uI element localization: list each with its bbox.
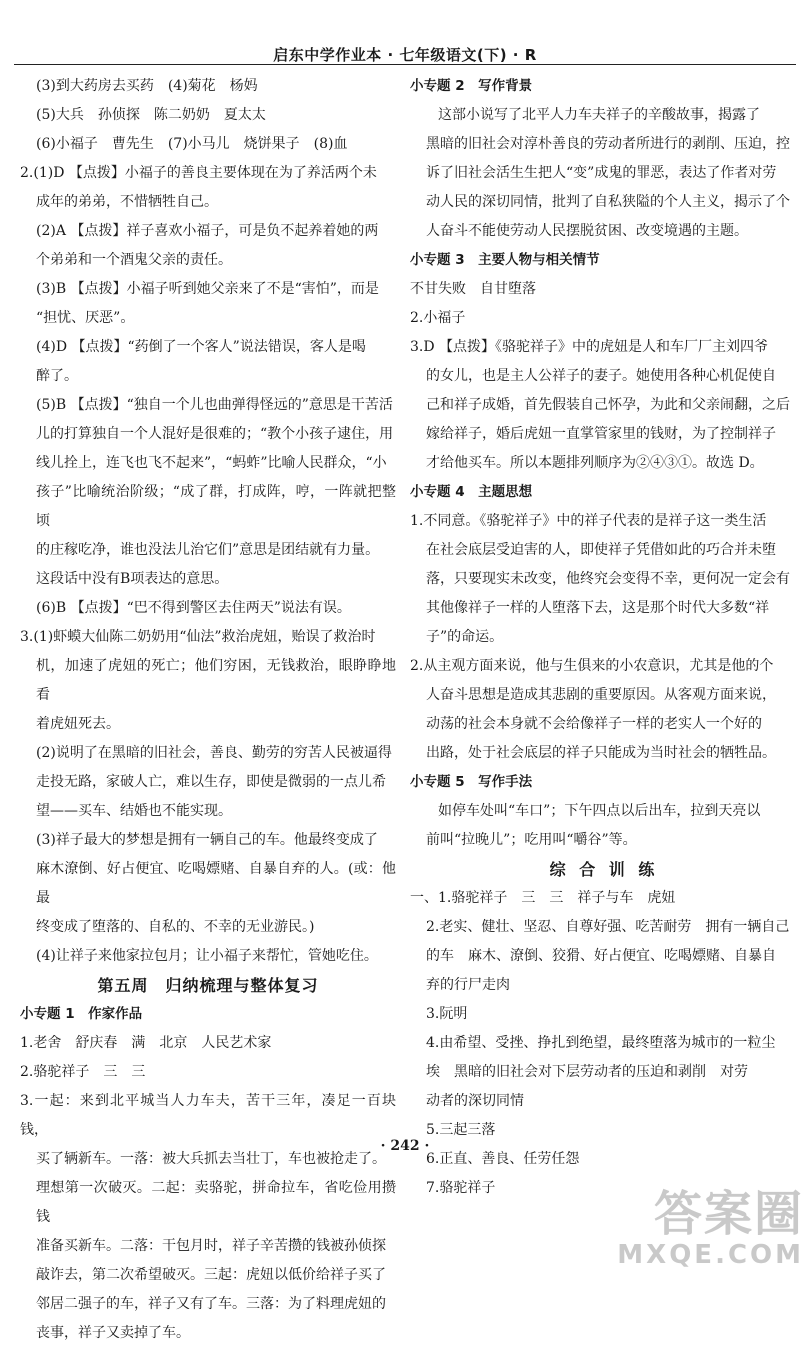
answer-line: 3.(1)虾蟆大仙陈二奶奶用“仙法”救治虎妞，贻误了救治时: [20, 629, 376, 645]
watermark-domain: MXQE.COM: [617, 1240, 804, 1270]
answer-line: 动荡的社会本身就不会给像祥子一样的老实人一个好的: [426, 716, 762, 732]
answer-line: (6)小福子 曹先生 (7)小马儿 烧饼果子 (8)血: [36, 136, 348, 152]
answer-line: 2.小福子: [410, 310, 466, 326]
answer-line: 落，只要现实未改变，他终究会变得不幸，更何况一定会有: [426, 571, 790, 587]
header-title: 启东中学作业本 · 七年级语文(下) · R: [273, 46, 537, 64]
answer-line: 如停车处叫“车口”；下午四点以后出车，拉到天亮以: [438, 803, 761, 819]
answer-line: 埃 黑暗的旧社会对下层劳动者的压迫和剥削 对劳: [426, 1064, 748, 1080]
subtopic-heading: 小专题 1 作家作品: [20, 1006, 143, 1022]
page-header: [0, 0, 810, 66]
answer-line: (5)大兵 孙侦探 陈二奶奶 夏太太: [36, 107, 266, 123]
answer-line: 醉了。: [36, 368, 78, 384]
answer-line: (6)B 【点拨】“巴不得到警区去住两天”说法有误。: [36, 600, 351, 616]
answer-line: 2.骆驼祥子 三 三: [20, 1064, 146, 1080]
answer-line: 的车 麻木、潦倒、狡猾、好占便宜、吃喝嫖赌、自暴自: [426, 948, 776, 964]
answer-line: 人奋斗不能使劳动人民摆脱贫困、改变境遇的主题。: [426, 223, 748, 239]
subtopic-heading: 小专题 5 写作手法: [410, 774, 533, 790]
answer-line: 线儿拴上，连飞也飞不起来”，“蚂蚱”比喻人民群众，“小: [36, 455, 387, 471]
answer-line: 丧事，祥子又卖掉了车。: [36, 1325, 190, 1341]
answer-line: 弃的行尸走肉: [426, 977, 510, 993]
answer-line: 前叫“拉晚儿”；吃用叫“嚼谷”等。: [426, 832, 637, 848]
answer-line: 子”的命运。: [426, 629, 504, 645]
answer-line: 理想第一次破灭。二起：卖骆驼，拼命拉车，省吃俭用攒钱: [36, 1180, 396, 1225]
answer-line: 6.正直、善良、任劳任怨: [426, 1151, 580, 1167]
answer-line: 2.(1)D 【点拨】小福子的善良主要体现在为了养活两个未: [20, 165, 377, 181]
answer-line: 5.三起三落: [426, 1122, 496, 1138]
answer-line: 7.骆驼祥子: [426, 1180, 496, 1196]
subtopic-heading: 小专题 2 写作背景: [410, 78, 533, 94]
answer-line: 个弟弟和一个酒鬼父亲的责任。: [36, 252, 232, 268]
watermark-logo-text: 答案圈: [653, 1186, 804, 1242]
answer-line: 在社会底层受迫害的人，即使祥子凭借如此的巧合并未堕: [426, 542, 776, 558]
answer-line: 走投无路，家破人亡，难以生存，即使是微弱的一点儿希: [36, 774, 386, 790]
answer-line: (4)D 【点拨】“药倒了一个客人”说法错误，客人是喝: [36, 339, 366, 355]
answer-line: 出路，处于社会底层的祥子只能成为当时社会的牺牲品。: [426, 745, 776, 761]
answer-line: 动人民的深切同情，批判了自私狭隘的个人主义，揭示了个: [426, 194, 790, 210]
answer-line: 买了辆新车。一落：被大兵抓去当壮丁，车也被抢走了。: [36, 1151, 386, 1167]
answer-line: (2)说明了在黑暗的旧社会，善良、勤劳的穷苦人民被逼得: [36, 745, 392, 761]
page-number: · 242 ·: [380, 1138, 430, 1154]
answer-line: 的庄稼吃净，谁也没法儿治它们”意思是团结就有力量。: [36, 542, 380, 558]
answer-line: 这部小说写了北平人力车夫祥子的辛酸故事，揭露了: [438, 107, 760, 123]
answer-line: (5)B 【点拨】“独自一个儿也曲弹得怪远的”意思是干苦活: [36, 397, 393, 413]
answer-line: 诉了旧社会活生生把人“变”成鬼的罪恶，表达了作者对劳: [426, 165, 777, 181]
answer-line: 邻居二强子的车，祥子又有了车。三落：为了料理虎妞的: [36, 1296, 386, 1312]
answer-line: 准备买新车。二落：干包月时，祥子辛苦攒的钱被孙侦探: [36, 1238, 386, 1254]
answer-line: 麻木潦倒、好占便宜、吃喝嫖赌、自暴自弃的人。(或：他最: [36, 861, 396, 906]
answer-line: 2.从主观方面来说，他与生俱来的小农意识，尤其是他的个: [410, 658, 774, 674]
subtopic-heading: 小专题 3 主要人物与相关情节: [410, 252, 600, 268]
subtopic-heading: 小专题 4 主题思想: [410, 484, 533, 500]
answer-line: 人奋斗思想是造成其悲剧的重要原因。从客观方面来说，: [426, 687, 776, 703]
answer-line: 终变成了堕落的、自私的、不幸的无业游民。): [36, 919, 315, 935]
answer-line: 才给他买车。所以本题排列顺序为②④③①。故选 D。: [426, 455, 764, 471]
answer-line: 儿的打算独自一个人混好是很难的；“教个小孩子逮住，用: [36, 426, 394, 442]
answer-line: 敲诈去，第二次希望破灭。三起：虎妞以低价给祥子买了: [36, 1267, 386, 1283]
answer-line: (2)A 【点拨】祥子喜欢小福子，可是负不起养着她的两: [36, 223, 379, 239]
answer-line: “担忧、厌恶”。: [36, 310, 135, 326]
answer-line: 嫁给祥子，婚后虎妞一直掌管家里的钱财，为了控制祥子: [426, 426, 776, 442]
right-column: [410, 72, 798, 1203]
left-column: [20, 72, 396, 1348]
answer-line: 孩子”比喻统治阶级；“成了群，打成阵，哼，一阵就把整顷: [36, 484, 396, 529]
answer-line: (3)祥子最大的梦想是拥有一辆自己的车。他最终变成了: [36, 832, 378, 848]
answer-line: 着虎妞死去。: [36, 716, 120, 732]
answer-line: 3.一起：来到北平城当人力车夫，苦干三年，凑足一百块钱，: [20, 1093, 396, 1138]
answer-line: 3.阮明: [426, 1006, 468, 1022]
answer-line: 动者的深切同情: [426, 1093, 524, 1109]
answer-line: 的女儿，也是主人公祥子的妻子。她使用各种心机促使自: [426, 368, 776, 384]
section-title-comprehensive: 综 合 训 练: [549, 860, 659, 879]
answer-line: 1.不同意。《骆驼祥子》中的祥子代表的是祥子这一类生活: [410, 513, 767, 529]
answer-line: 2.老实、健壮、坚忍、自尊好强、吃苦耐劳 拥有一辆自己: [426, 919, 790, 935]
answer-line: 不甘失败 自甘堕落: [410, 281, 536, 297]
site-watermark: [604, 1188, 804, 1276]
answer-line: (3)到大药房去买药 (4)菊花 杨妈: [36, 78, 258, 94]
section-title-week5: 第五周 归纳梳理与整体复习: [97, 976, 319, 995]
answer-line: 4.由希望、受挫、挣扎到绝望，最终堕落为城市的一粒尘: [426, 1035, 776, 1051]
answer-line: 其他像祥子一样的人堕落下去，这是那个时代大多数“祥: [426, 600, 770, 616]
header-divider: [14, 64, 796, 65]
answer-line: 一、1.骆驼祥子 三 三 祥子与车 虎妞: [410, 890, 676, 906]
answer-line: 望——买车、结婚也不能实现。: [36, 803, 232, 819]
answer-line: (4)让祥子来他家拉包月；让小福子来帮忙，管她吃住。: [36, 948, 378, 964]
answer-line: 3.D 【点拨】《骆驼祥子》中的虎妞是人和车厂厂主刘四爷: [410, 339, 769, 355]
answer-line: (3)B 【点拨】小福子听到她父亲来了不是“害怕”，而是: [36, 281, 379, 297]
answer-line: 机，加速了虎妞的死亡；他们穷困，无钱救治，眼睁睁地看: [36, 658, 396, 703]
answer-line: 黑暗的旧社会对淳朴善良的劳动者所进行的剥削、压迫，控: [426, 136, 790, 152]
answer-line: 这段话中没有B项表达的意思。: [36, 571, 229, 587]
answer-line: 1.老舍 舒庆春 满 北京 人民艺术家: [20, 1035, 272, 1051]
answer-line: 成年的弟弟，不惜牺牲自己。: [36, 194, 218, 210]
answer-line: 己和祥子成婚，首先假装自己怀孕，为此和父亲闹翻，之后: [426, 397, 790, 413]
